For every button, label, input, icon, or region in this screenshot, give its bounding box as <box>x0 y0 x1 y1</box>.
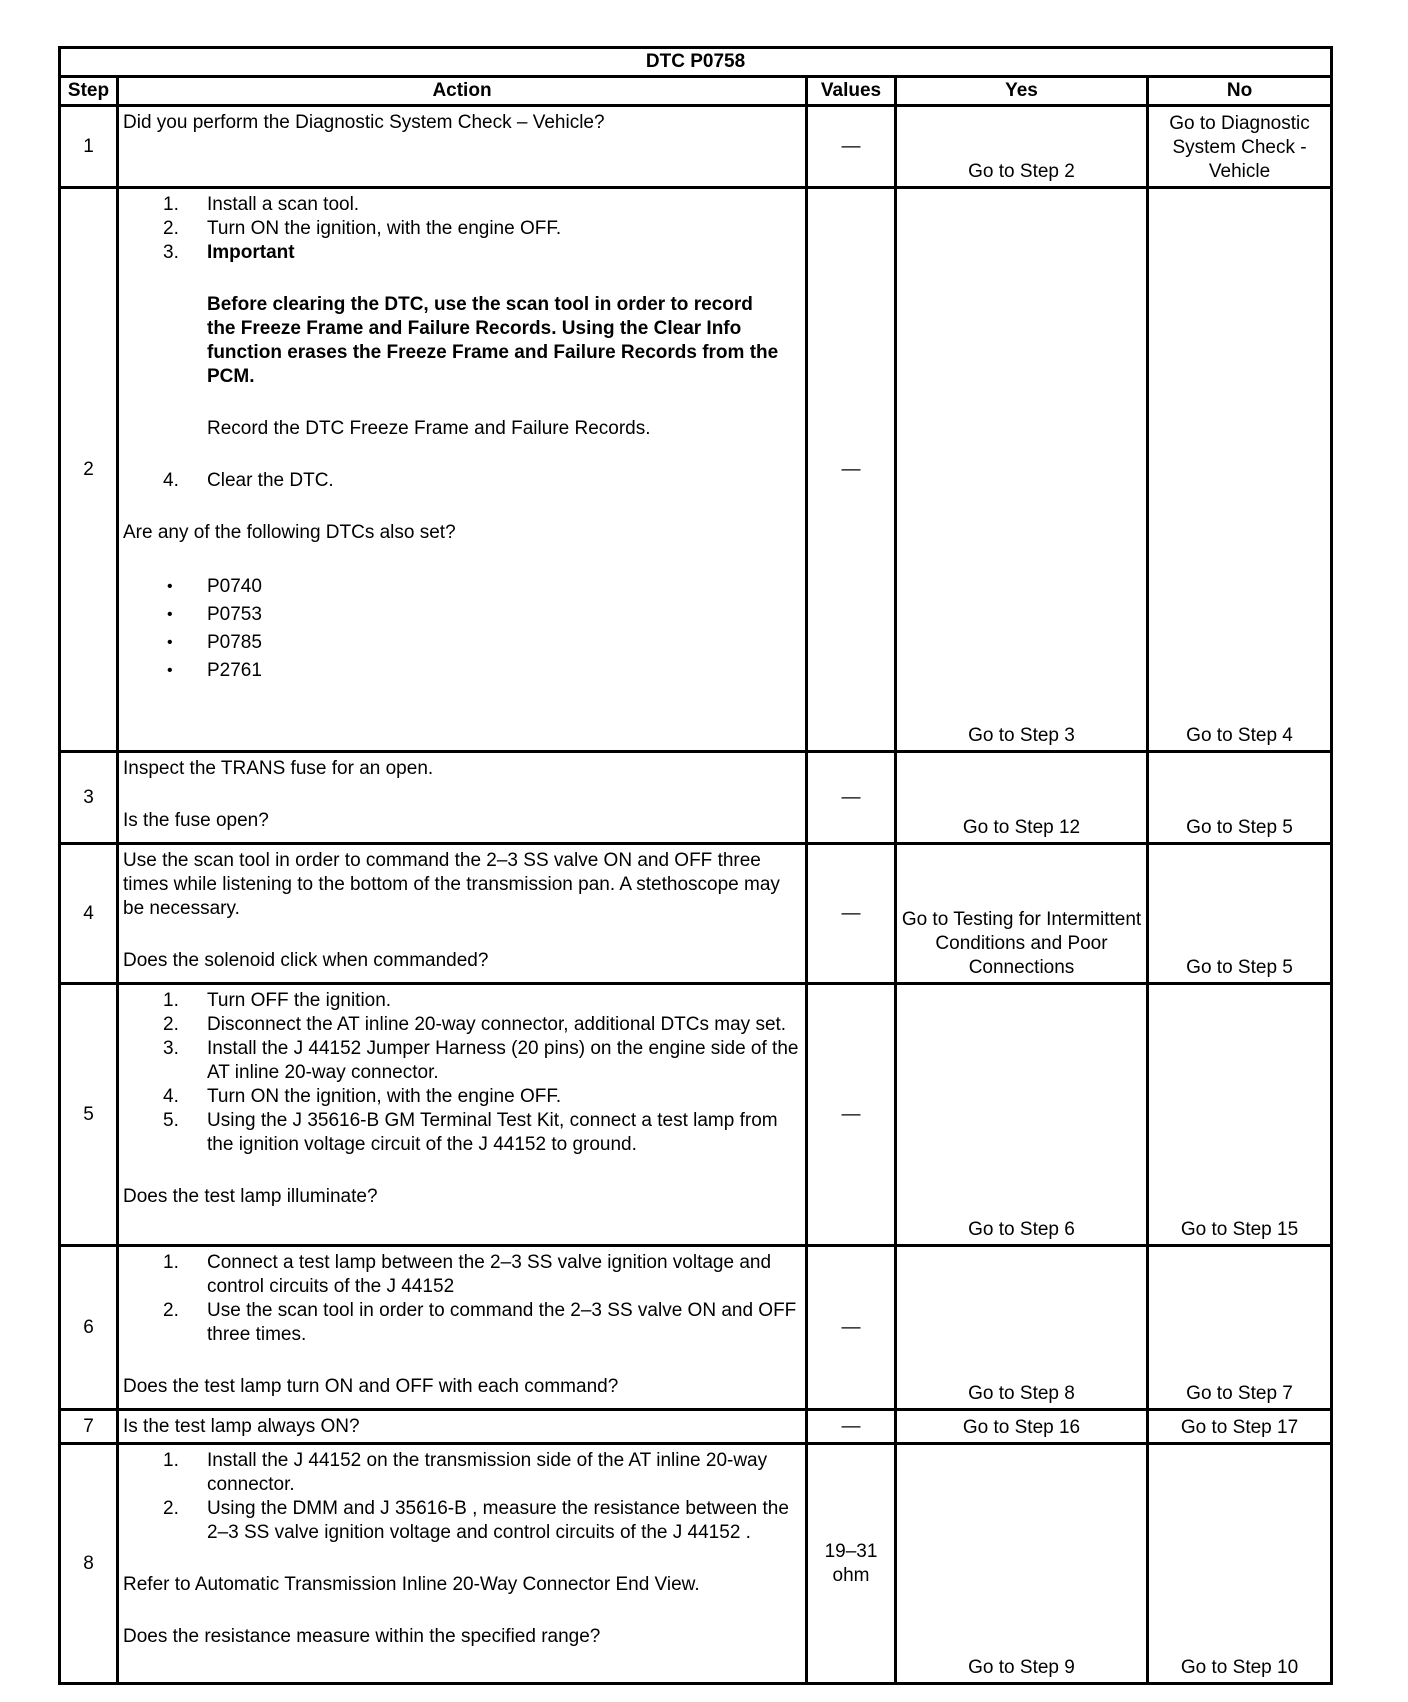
values-cell: — <box>807 188 896 752</box>
no-cell: Go to Step 7 <box>1148 1246 1332 1410</box>
action-question: Does the solenoid click when commanded? <box>123 950 489 971</box>
item-text: Clear the DTC. <box>207 470 334 491</box>
procedure-item <box>123 1109 801 1157</box>
action-text: Use the scan tool in order to command the 2–3 SS valve ON and OFF three times while listening to the bottom of the transmission pan. A stethoscope may be necessary. <box>123 850 780 919</box>
dtc-item <box>123 573 801 601</box>
header-values: Values <box>807 77 896 106</box>
action-question: Does the test lamp turn ON and OFF with each command? <box>123 1376 619 1397</box>
table-title: DTC P0758 <box>60 48 1332 77</box>
action-cell <box>118 984 807 1246</box>
procedure-list <box>123 1449 801 1545</box>
no-cell: Go to Step 17 <box>1148 1410 1332 1444</box>
no-cell: Go to Step 4 <box>1148 188 1332 752</box>
table-row-step-5 <box>60 984 1332 1246</box>
step-number: 3 <box>60 752 118 844</box>
item-text: Install the J 44152 Jumper Harness (20 pins) on the engine side of the AT inline 20-way connector. <box>207 1038 799 1083</box>
item-text: Turn ON the ignition, with the engine OFF. <box>207 218 562 239</box>
dtc-code: P0753 <box>207 604 262 625</box>
header-action: Action <box>118 77 807 106</box>
item-number: 2. <box>163 1498 179 1519</box>
action-question: Does the test lamp illuminate? <box>123 1186 378 1207</box>
bullet-icon: • <box>167 662 173 679</box>
action-question: Is the fuse open? <box>123 810 269 831</box>
item-number: 1. <box>163 990 179 1011</box>
item-number: 2. <box>163 1014 179 1035</box>
item-number: 4. <box>163 470 179 491</box>
yes-cell: Go to Testing for Intermittent Conditions and Poor Connections <box>896 844 1148 984</box>
item-number: 1. <box>163 1252 179 1273</box>
procedure-item <box>123 1497 801 1545</box>
yes-cell: Go to Step 2 <box>896 106 1148 188</box>
item-text: Using the DMM and J 35616-B , measure the resistance between the 2–3 SS valve ignition voltage and control circuits of the J 44152 . <box>207 1498 789 1543</box>
header-yes: Yes <box>896 77 1148 106</box>
yes-cell: Go to Step 3 <box>896 188 1148 752</box>
action-question: Is the test lamp always ON? <box>123 1416 360 1437</box>
step-number: 7 <box>60 1410 118 1444</box>
action-cell <box>118 1444 807 1684</box>
dtc-item <box>123 657 801 685</box>
procedure-item <box>123 1251 801 1299</box>
step-number: 8 <box>60 1444 118 1684</box>
values-cell: — <box>807 984 896 1246</box>
item-text: Install a scan tool. <box>207 194 360 215</box>
procedure-item <box>123 1449 801 1497</box>
header-step: Step <box>60 77 118 106</box>
procedure-list <box>123 989 801 1157</box>
action-cell <box>118 106 807 188</box>
yes-cell: Go to Step 16 <box>896 1410 1148 1444</box>
procedure-item <box>123 241 801 469</box>
dtc-code: P2761 <box>207 660 262 681</box>
values-cell: — <box>807 1410 896 1444</box>
procedure-item <box>123 469 801 493</box>
action-cell <box>118 844 807 984</box>
action-cell <box>118 1246 807 1410</box>
procedure-list <box>123 1251 801 1347</box>
procedure-item <box>123 1037 801 1085</box>
dtc-code: P0785 <box>207 632 262 653</box>
yes-cell: Go to Step 12 <box>896 752 1148 844</box>
action-cell <box>118 752 807 844</box>
reference-link-text: Refer to Automatic Transmission Inline 20-Way Connector End View. <box>123 1574 700 1595</box>
procedure-list <box>123 193 801 493</box>
item-number: 2. <box>163 218 179 239</box>
dtc-item <box>123 629 801 657</box>
values-cell: — <box>807 106 896 188</box>
values-cell: — <box>807 844 896 984</box>
no-cell: Go to Step 10 <box>1148 1444 1332 1684</box>
yes-cell: Go to Step 6 <box>896 984 1148 1246</box>
bullet-icon: • <box>167 634 173 651</box>
item-number: 1. <box>163 194 179 215</box>
important-note: Before clearing the DTC, use the scan tool in order to record the Freeze Frame and Failure Records. Using the Clear Info function erases the Freeze Frame and Failure Records from the PCM. <box>207 294 779 387</box>
yes-cell: Go to Step 8 <box>896 1246 1148 1410</box>
procedure-item <box>123 1013 801 1037</box>
bullet-icon: • <box>167 578 173 595</box>
table-row-step-7 <box>60 1410 1332 1444</box>
bullet-icon: • <box>167 606 173 623</box>
step-number: 5 <box>60 984 118 1246</box>
action-question: Are any of the following DTCs also set? <box>123 522 456 543</box>
item-text: Turn OFF the ignition. <box>207 990 392 1011</box>
item-number: 3. <box>163 1038 179 1059</box>
no-cell: Go to Step 5 <box>1148 752 1332 844</box>
table-row-step-1 <box>60 106 1332 188</box>
action-text: Inspect the TRANS fuse for an open. <box>123 758 434 779</box>
record-instruction: Record the DTC Freeze Frame and Failure Records. <box>207 418 651 439</box>
item-number: 5. <box>163 1110 179 1131</box>
item-text: Using the J 35616-B GM Terminal Test Kit, connect a test lamp from the ignition voltage circuit of the J 44152 to ground. <box>207 1110 778 1155</box>
procedure-item <box>123 193 801 217</box>
dtc-item <box>123 601 801 629</box>
item-text: Use the scan tool in order to command the 2–3 SS valve ON and OFF three times. <box>207 1300 797 1345</box>
item-number: 1. <box>163 1450 179 1471</box>
no-cell: Go to Step 15 <box>1148 984 1332 1246</box>
dtc-list <box>123 573 801 685</box>
action-cell <box>118 1410 807 1444</box>
item-number: 2. <box>163 1300 179 1321</box>
procedure-item <box>123 1299 801 1347</box>
step-number: 6 <box>60 1246 118 1410</box>
values-cell: — <box>807 1246 896 1410</box>
item-number: 3. <box>163 242 179 263</box>
values-cell: — <box>807 752 896 844</box>
item-number: 4. <box>163 1086 179 1107</box>
step-number: 2 <box>60 188 118 752</box>
table-row-step-3 <box>60 752 1332 844</box>
table-row-step-2 <box>60 188 1332 752</box>
item-text: Turn ON the ignition, with the engine OFF. <box>207 1086 562 1107</box>
action-cell <box>118 188 807 752</box>
no-cell: Go to Diagnostic System Check - Vehicle <box>1148 106 1332 188</box>
table-row-step-4 <box>60 844 1332 984</box>
step-number: 1 <box>60 106 118 188</box>
action-question: Did you perform the Diagnostic System Check – Vehicle? <box>123 112 605 133</box>
item-text: Connect a test lamp between the 2–3 SS valve ignition voltage and control circuits of the J 44152 <box>207 1252 772 1297</box>
item-text: Install the J 44152 on the transmission side of the AT inline 20-way connector. <box>207 1450 768 1495</box>
header-no: No <box>1148 77 1332 106</box>
procedure-item <box>123 989 801 1013</box>
procedure-item <box>123 217 801 241</box>
item-text: Disconnect the AT inline 20-way connector, additional DTCs may set. <box>207 1014 787 1035</box>
important-label: Important <box>207 242 295 263</box>
action-question: Does the resistance measure within the specified range? <box>123 1626 601 1647</box>
dtc-code: P0740 <box>207 576 262 597</box>
procedure-item <box>123 1085 801 1109</box>
dtc-table <box>58 46 1333 1685</box>
table-row-step-6 <box>60 1246 1332 1410</box>
table-row-step-8 <box>60 1444 1332 1684</box>
yes-cell: Go to Step 9 <box>896 1444 1148 1684</box>
no-cell: Go to Step 5 <box>1148 844 1332 984</box>
step-number: 4 <box>60 844 118 984</box>
values-cell: 19–31 ohm <box>807 1444 896 1684</box>
